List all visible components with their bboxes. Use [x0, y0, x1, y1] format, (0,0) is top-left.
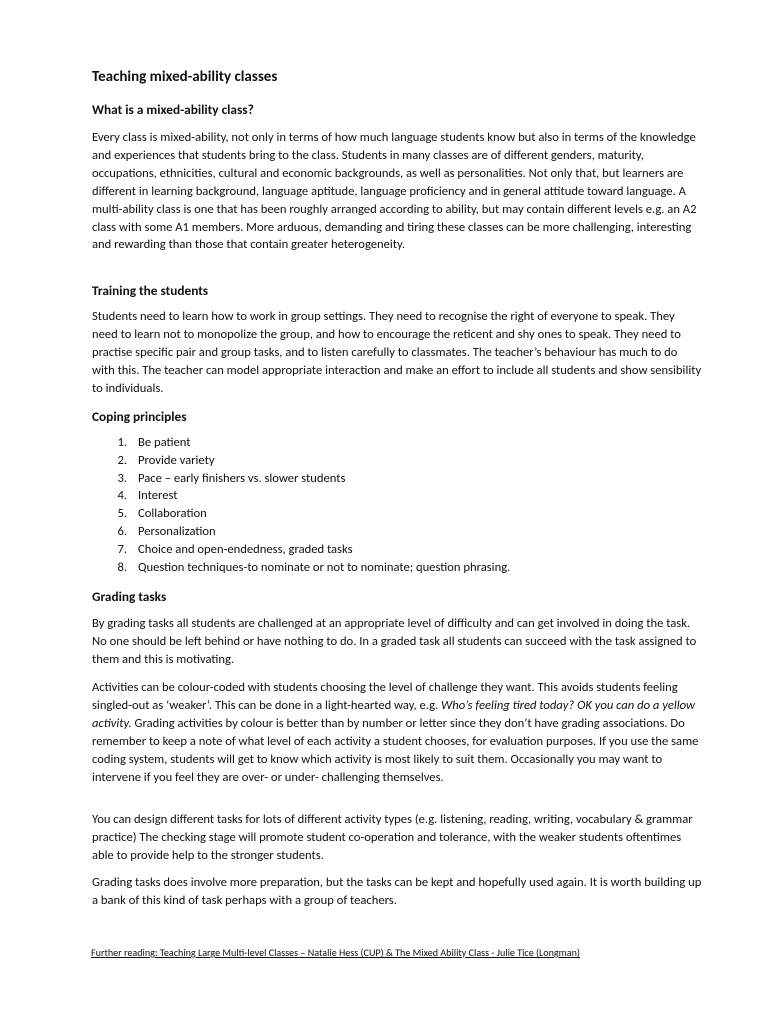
further-reading-note: Further reading: Teaching Large Multi-level Classes – Natalie Hess (CUP) & The Mixed Ability Class - Julie Tice (Longman) — [91, 946, 580, 959]
paragraph-text: Grading tasks does involve more preparation, but the tasks can be kept and hopefully used again. It is worth building up a bank of this kind of task perhaps with a group of teachers. — [92, 875, 702, 908]
body-paragraph — [92, 308, 702, 398]
paragraph-text: You can design different tasks for lots of different activity types (e.g. listening, reading, writing, vocabulary & grammar practice) The checking stage will promote student co-operation and tolerance, with the weaker students oftentimes able to provide help to the stronger students. — [92, 812, 693, 863]
paragraph-text: Students need to learn how to work in group settings. They need to recognise the right of everyone to speak. They need to learn not to monopolize the group, and how to encourage the reticent and shy ones to speak. They need to practise specific pair and group tasks, and to listen carefully to classmates. The teacher’s behaviour has much to do with this. The teacher can model appropriate interaction and make an effort to include all students and show sensibility to individuals. — [92, 309, 702, 396]
italic-example-text: Who’s feeling tired today? OK you can do a yellow activity. — [92, 697, 696, 731]
list-number: 1. — [117, 435, 127, 450]
section-heading: Training the students — [92, 282, 209, 299]
list-item-text: Provide variety — [138, 452, 215, 468]
body-paragraph — [92, 679, 702, 786]
list-number: 5. — [117, 506, 127, 522]
list-item-text: Be patient — [138, 435, 191, 450]
body-paragraph — [92, 129, 702, 254]
list-item-text: Interest — [138, 488, 178, 504]
body-paragraph — [92, 615, 702, 669]
list-item-text: Pace – early finishers vs. slower students — [138, 470, 346, 486]
paragraph-text-run: Activities can be colour-coded with students choosing the level of challenge they want. This avoids students feeling singled-out as ‘weaker’. This can be done in a light-hearted way, e.g. — [92, 680, 678, 713]
page-title: Teaching mixed-ability classes — [92, 68, 278, 86]
list-item-text: Collaboration — [138, 506, 207, 522]
section-heading: What is a mixed-ability class? — [92, 101, 254, 118]
list-item-text: Choice and open-endedness, graded tasks — [138, 541, 353, 557]
list-number: 7. — [117, 541, 127, 557]
list-number: 6. — [117, 523, 127, 539]
list-number: 8. — [117, 559, 127, 575]
paragraph-text: By grading tasks all students are challenged at an appropriate level of difficulty and can get involved in doing the task. No one should be left behind or have nothing to do. In a graded task all students can succeed with the task assigned to them and this is motivating. — [92, 616, 697, 667]
paragraph-text — [92, 679, 702, 786]
list-number: 3. — [117, 470, 127, 486]
list-item-text: Question techniques-to nominate or not to nominate; question phrasing. — [138, 559, 511, 575]
section-heading: Coping principles — [92, 408, 187, 425]
paragraph-text: Every class is mixed-ability, not only in terms of how much language students know but also in terms of the knowledge and experiences that students bring to the class. Students in many classes are of different genders, maturity, occupations, ethnicities, cultural and economic backgrounds, as well as personalities. Not only that, but learners are different in learning background, language aptitude, language proficiency and in general attitude toward language. A multi-ability class is one that has been roughly arranged according to ability, but may contain different levels e.g. an A2 class with some A1 members. More arduous, demanding and tiring these classes can be more challenging, interesting and rewarding than those that contain greater heterogeneity. — [92, 130, 697, 253]
list-item-text: Personalization — [138, 523, 216, 539]
paragraph-text-run: Grading activities by colour is better than by number or letter since they don’t have grading associations. Do remember to keep a note of what level of each activity a student chooses, for evaluation purposes. If you use the same coding system, students will get to know which activity is most likely to suit them. Occasionally you may want to intervene if you feel they are over- or under- challenging themselves. — [92, 715, 699, 785]
list-number: 2. — [117, 452, 127, 468]
body-paragraph — [92, 874, 702, 910]
list-number: 4. — [117, 488, 127, 504]
body-paragraph — [92, 811, 702, 865]
section-heading: Grading tasks — [92, 588, 167, 605]
